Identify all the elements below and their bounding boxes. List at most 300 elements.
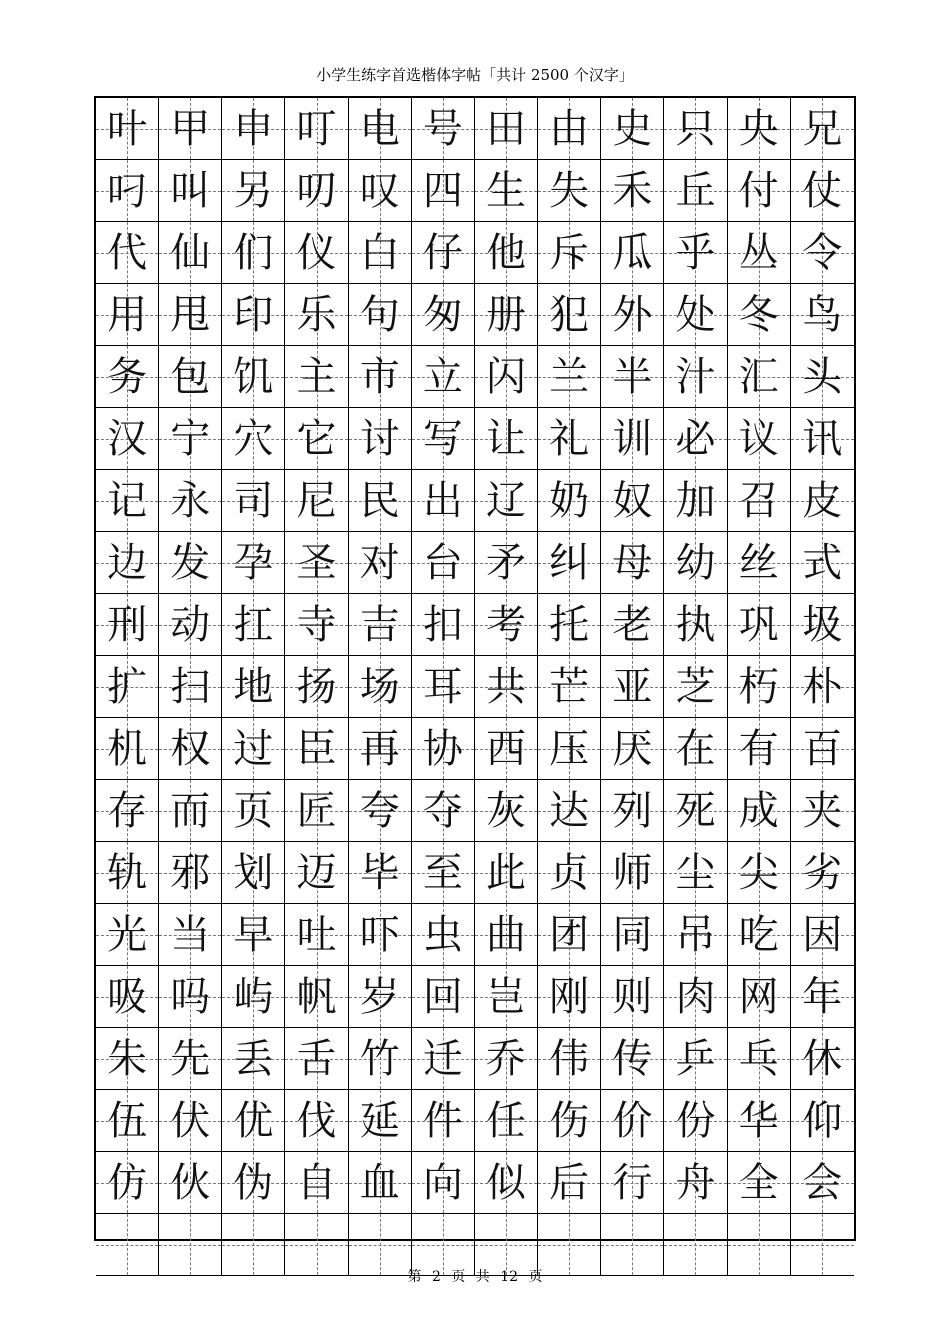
grid-cell: [222, 1028, 285, 1090]
grid-row: [96, 718, 854, 780]
grid-cell: [664, 98, 727, 160]
practice-character: 存: [107, 787, 148, 834]
practice-character: 匆: [422, 291, 463, 338]
grid-cell: [728, 1214, 791, 1276]
practice-character: 乎: [675, 229, 716, 276]
grid-cell: [285, 1090, 348, 1152]
grid-cell: [601, 346, 664, 408]
grid-cell: [728, 1090, 791, 1152]
grid-cell: [728, 346, 791, 408]
grid-cell: [349, 470, 412, 532]
grid-cell: [349, 346, 412, 408]
grid-cell: [222, 532, 285, 594]
grid-cell: [222, 966, 285, 1028]
grid-cell: [222, 408, 285, 470]
practice-character: 永: [170, 477, 211, 524]
grid-cell: [791, 842, 854, 904]
practice-character: 价: [612, 1097, 653, 1144]
practice-character: 白: [359, 229, 400, 276]
practice-character: 务: [107, 353, 148, 400]
grid-cell: [475, 98, 538, 160]
grid-cell: [728, 656, 791, 718]
grid-cell: [475, 966, 538, 1028]
grid-cell: [285, 780, 348, 842]
grid-cell: [285, 656, 348, 718]
practice-character: 迁: [422, 1035, 463, 1082]
practice-character: 舟: [675, 1159, 716, 1206]
grid-cell: [285, 1152, 348, 1214]
practice-character: 吓: [359, 911, 400, 958]
grid-cell: [728, 1028, 791, 1090]
practice-character: 成: [738, 787, 779, 834]
grid-row: [96, 408, 854, 470]
practice-character: 让: [486, 415, 527, 462]
practice-character: 乔: [486, 1035, 527, 1082]
grid-cell: [664, 284, 727, 346]
practice-character: 同: [612, 911, 653, 958]
practice-character: 扛: [233, 601, 274, 648]
grid-cell: [475, 284, 538, 346]
grid-cell: [475, 470, 538, 532]
practice-character: 动: [170, 601, 211, 648]
practice-character: 伍: [107, 1097, 148, 1144]
practice-character: [475, 1214, 537, 1275]
practice-character: 邪: [170, 849, 211, 896]
grid-cell: [475, 594, 538, 656]
practice-character: 会: [802, 1159, 843, 1206]
practice-character: 必: [675, 415, 716, 462]
grid-cell: [285, 1028, 348, 1090]
practice-character: 孕: [233, 539, 274, 586]
grid-cell: [664, 1152, 727, 1214]
grid-cell: [664, 718, 727, 780]
grid-cell: [349, 160, 412, 222]
practice-character: 仙: [170, 229, 211, 276]
grid-cell: [96, 966, 159, 1028]
practice-character: [412, 1214, 474, 1275]
grid-cell: [159, 532, 222, 594]
practice-character: 册: [486, 291, 527, 338]
grid-cell: [601, 98, 664, 160]
practice-character: 耳: [422, 663, 463, 710]
grid-cell: [349, 594, 412, 656]
grid-cell: [412, 532, 475, 594]
grid-cell: [475, 532, 538, 594]
practice-character: 朽: [738, 663, 779, 710]
grid-cell: [728, 408, 791, 470]
grid-cell: [349, 718, 412, 780]
grid-cell: [664, 1090, 727, 1152]
practice-character: 朱: [107, 1035, 148, 1082]
grid-cell: [538, 470, 601, 532]
grid-cell: [791, 904, 854, 966]
practice-character: 仪: [296, 229, 337, 276]
practice-character: 有: [738, 725, 779, 772]
practice-character: 托: [549, 601, 590, 648]
practice-character: 斥: [549, 229, 590, 276]
practice-character: 网: [738, 973, 779, 1020]
practice-character: 休: [802, 1035, 843, 1082]
practice-character: 伙: [170, 1159, 211, 1206]
practice-character: 传: [612, 1035, 653, 1082]
grid-cell: [349, 966, 412, 1028]
practice-character: 电: [359, 105, 400, 152]
grid-row: [96, 470, 854, 532]
grid-cell: [96, 780, 159, 842]
footer-page-word: 页: [451, 1269, 466, 1285]
practice-character: 礼: [549, 415, 590, 462]
practice-character: 团: [549, 911, 590, 958]
grid-cell: [285, 222, 348, 284]
practice-character: 生: [486, 167, 527, 214]
practice-character: [601, 1214, 663, 1275]
practice-character: 当: [170, 911, 211, 958]
practice-character: 丘: [675, 167, 716, 214]
grid-cell: [349, 1090, 412, 1152]
grid-cell: [538, 160, 601, 222]
grid-cell: [285, 718, 348, 780]
grid-cell: [538, 718, 601, 780]
practice-character: 迈: [296, 849, 337, 896]
grid-cell: [728, 904, 791, 966]
grid-cell: [285, 904, 348, 966]
practice-character: 岁: [359, 973, 400, 1020]
practice-character: 市: [359, 353, 400, 400]
practice-character: 讨: [359, 415, 400, 462]
practice-character: 老: [612, 601, 653, 648]
grid-cell: [664, 780, 727, 842]
grid-cell: [475, 222, 538, 284]
grid-cell: [791, 1090, 854, 1152]
practice-character: 台: [422, 539, 463, 586]
practice-character: 岂: [486, 973, 527, 1020]
practice-character: 司: [233, 477, 274, 524]
practice-character: 再: [359, 725, 400, 772]
grid-row: [96, 904, 854, 966]
grid-cell: [601, 222, 664, 284]
practice-character: 扩: [107, 663, 148, 710]
practice-character: 伏: [170, 1097, 211, 1144]
practice-character: 仗: [802, 167, 843, 214]
grid-row: [96, 656, 854, 718]
grid-cell: [96, 346, 159, 408]
practice-character: 芒: [549, 663, 590, 710]
practice-character: 执: [675, 601, 716, 648]
grid-cell: [96, 1214, 159, 1276]
practice-character: 毕: [359, 849, 400, 896]
practice-character: 民: [359, 477, 400, 524]
grid-cell: [285, 1214, 348, 1276]
practice-character: 吃: [738, 911, 779, 958]
practice-character: 吉: [359, 601, 400, 648]
practice-character: 申: [233, 105, 274, 152]
practice-character: 轨: [107, 849, 148, 896]
practice-character: 号: [422, 105, 463, 152]
practice-character: 死: [675, 787, 716, 834]
practice-character: 包: [170, 353, 211, 400]
practice-character: [159, 1214, 221, 1275]
practice-character: 对: [359, 539, 400, 586]
grid-cell: [412, 222, 475, 284]
grid-cell: [222, 1090, 285, 1152]
practice-character: 训: [612, 415, 653, 462]
practice-character: 吊: [675, 911, 716, 958]
practice-character: 丝: [738, 539, 779, 586]
practice-character: 至: [422, 849, 463, 896]
grid-cell: [475, 718, 538, 780]
practice-character: 矛: [486, 539, 527, 586]
grid-cell: [412, 966, 475, 1028]
practice-character: 过: [233, 725, 274, 772]
practice-character: 另: [233, 167, 274, 214]
grid-cell: [222, 718, 285, 780]
practice-character: 尘: [675, 849, 716, 896]
practice-character: 巩: [738, 601, 779, 648]
practice-character: 达: [549, 787, 590, 834]
grid-cell: [285, 532, 348, 594]
grid-row: [96, 1214, 854, 1276]
practice-character: 叼: [107, 167, 148, 214]
practice-character: 协: [422, 725, 463, 772]
grid-cell: [601, 718, 664, 780]
grid-cell: [538, 408, 601, 470]
practice-character: 仰: [802, 1097, 843, 1144]
grid-cell: [96, 470, 159, 532]
grid-cell: [96, 160, 159, 222]
grid-cell: [349, 656, 412, 718]
grid-cell: [222, 160, 285, 222]
practice-character: 列: [612, 787, 653, 834]
grid-cell: [601, 1152, 664, 1214]
practice-character: 付: [738, 167, 779, 214]
grid-cell: [601, 1090, 664, 1152]
footer-total-pages: 12: [500, 1269, 519, 1285]
grid-cell: [538, 284, 601, 346]
grid-cell: [159, 1152, 222, 1214]
grid-cell: [664, 594, 727, 656]
practice-character: 用: [107, 291, 148, 338]
grid-cell: [601, 656, 664, 718]
practice-character: 穴: [233, 415, 274, 462]
practice-character: 丢: [233, 1035, 274, 1082]
practice-character: 朴: [802, 663, 843, 710]
practice-character: 它: [296, 415, 337, 462]
practice-character: 亚: [612, 663, 653, 710]
grid-row: [96, 160, 854, 222]
practice-character: 刑: [107, 601, 148, 648]
grid-cell: [349, 1152, 412, 1214]
practice-character: 夺: [422, 787, 463, 834]
practice-character: 印: [233, 291, 274, 338]
practice-character: 汉: [107, 415, 148, 462]
grid-cell: [791, 1028, 854, 1090]
grid-cell: [728, 222, 791, 284]
grid-cell: [96, 98, 159, 160]
grid-cell: [728, 1152, 791, 1214]
practice-character: 回: [422, 973, 463, 1020]
grid-row: [96, 1152, 854, 1214]
practice-character: 刚: [549, 973, 590, 1020]
grid-cell: [159, 408, 222, 470]
grid-cell: [96, 222, 159, 284]
practice-character: [538, 1214, 600, 1275]
grid-cell: [538, 904, 601, 966]
practice-character: 田: [486, 105, 527, 152]
grid-cell: [159, 1214, 222, 1276]
grid-cell: [538, 594, 601, 656]
grid-cell: [222, 470, 285, 532]
grid-cell: [538, 1152, 601, 1214]
practice-character: 式: [802, 539, 843, 586]
practice-character: 他: [486, 229, 527, 276]
practice-character: 辽: [486, 477, 527, 524]
practice-character: 血: [359, 1159, 400, 1206]
grid-cell: [538, 966, 601, 1028]
practice-character: 乒: [675, 1035, 716, 1082]
grid-row: [96, 1028, 854, 1090]
grid-cell: [664, 656, 727, 718]
practice-character: 因: [802, 911, 843, 958]
practice-character: 吸: [107, 973, 148, 1020]
grid-cell: [222, 1214, 285, 1276]
grid-cell: [664, 532, 727, 594]
grid-cell: [791, 98, 854, 160]
practice-character: 臣: [296, 725, 337, 772]
grid-cell: [349, 98, 412, 160]
grid-cell: [285, 408, 348, 470]
practice-character: 圣: [296, 539, 337, 586]
grid-cell: [349, 532, 412, 594]
grid-cell: [159, 966, 222, 1028]
practice-character: 场: [359, 663, 400, 710]
practice-character: 叮: [296, 105, 337, 152]
grid-cell: [791, 966, 854, 1028]
practice-character: [664, 1214, 726, 1275]
grid-cell: [412, 470, 475, 532]
grid-cell: [791, 408, 854, 470]
practice-character: 压: [549, 725, 590, 772]
grid-cell: [159, 842, 222, 904]
grid-cell: [538, 1214, 601, 1276]
grid-cell: [475, 1152, 538, 1214]
practice-character: 兄: [802, 105, 843, 152]
practice-character: 匠: [296, 787, 337, 834]
grid-cell: [412, 780, 475, 842]
practice-grid: [94, 96, 856, 1241]
grid-cell: [728, 98, 791, 160]
practice-character: 华: [738, 1097, 779, 1144]
practice-character: 自: [296, 1159, 337, 1206]
grid-cell: [96, 284, 159, 346]
practice-character: 地: [233, 663, 274, 710]
grid-cell: [538, 346, 601, 408]
grid-cell: [538, 98, 601, 160]
practice-character: 向: [422, 1159, 463, 1206]
practice-character: 权: [170, 725, 211, 772]
footer-prefix: 第: [407, 1269, 422, 1285]
grid-cell: [538, 780, 601, 842]
footer-total-word: 共: [475, 1269, 490, 1285]
practice-character: 叶: [107, 105, 148, 152]
grid-cell: [159, 594, 222, 656]
grid-cell: [349, 408, 412, 470]
grid-row: [96, 780, 854, 842]
page-header: [0, 64, 950, 85]
grid-cell: [791, 718, 854, 780]
grid-cell: [475, 1028, 538, 1090]
grid-cell: [159, 160, 222, 222]
practice-character: 乓: [738, 1035, 779, 1082]
practice-character: 幼: [675, 539, 716, 586]
grid-cell: [664, 966, 727, 1028]
grid-cell: [159, 718, 222, 780]
practice-character: 皮: [802, 477, 843, 524]
grid-cell: [791, 1214, 854, 1276]
practice-character: 厌: [612, 725, 653, 772]
practice-character: 代: [107, 229, 148, 276]
grid-cell: [159, 1028, 222, 1090]
grid-cell: [664, 1028, 727, 1090]
practice-character: 甩: [170, 291, 211, 338]
practice-character: 扬: [296, 663, 337, 710]
footer-current-page: 2: [431, 1269, 441, 1285]
practice-character: 劣: [802, 849, 843, 896]
practice-character: 发: [170, 539, 211, 586]
grid-cell: [222, 594, 285, 656]
practice-character: [791, 1214, 854, 1275]
practice-character: 饥: [233, 353, 274, 400]
practice-character: 讯: [802, 415, 843, 462]
grid-cell: [601, 1028, 664, 1090]
grid-cell: [222, 284, 285, 346]
grid-cell: [412, 160, 475, 222]
grid-cell: [96, 718, 159, 780]
footer-suffix: 页: [528, 1269, 543, 1285]
grid-cell: [664, 904, 727, 966]
practice-character: 伪: [233, 1159, 274, 1206]
grid-cell: [159, 1090, 222, 1152]
grid-cell: [96, 532, 159, 594]
practice-character: 立: [422, 353, 463, 400]
practice-character: [728, 1214, 790, 1275]
practice-character: 丛: [738, 229, 779, 276]
grid-cell: [475, 346, 538, 408]
grid-cell: [475, 408, 538, 470]
grid-row: [96, 594, 854, 656]
grid-cell: [475, 1090, 538, 1152]
grid-row: [96, 98, 854, 160]
grid-cell: [728, 594, 791, 656]
grid-cell: [601, 904, 664, 966]
practice-character: 叨: [296, 167, 337, 214]
practice-character: 年: [802, 973, 843, 1020]
grid-cell: [349, 1028, 412, 1090]
practice-character: 失: [549, 167, 590, 214]
grid-cell: [728, 842, 791, 904]
grid-cell: [412, 904, 475, 966]
grid-cell: [96, 842, 159, 904]
practice-character: 划: [233, 849, 274, 896]
grid-cell: [412, 1214, 475, 1276]
grid-cell: [475, 160, 538, 222]
practice-character: 头: [802, 353, 843, 400]
grid-cell: [538, 1028, 601, 1090]
grid-cell: [601, 284, 664, 346]
grid-cell: [412, 346, 475, 408]
practice-character: 主: [296, 353, 337, 400]
grid-cell: [285, 284, 348, 346]
grid-cell: [538, 222, 601, 284]
